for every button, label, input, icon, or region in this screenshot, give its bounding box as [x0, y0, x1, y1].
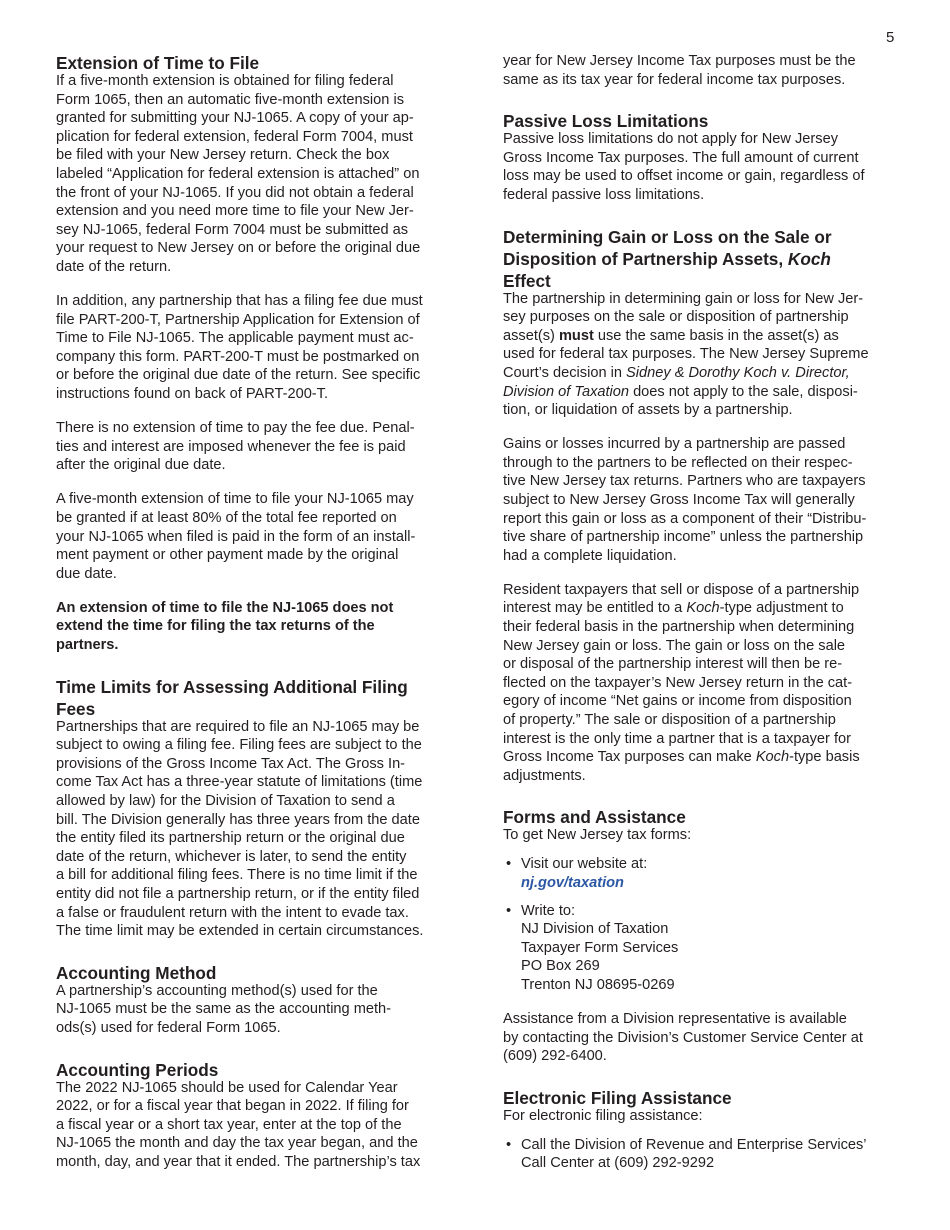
text-run: Extension of Time to File	[56, 53, 260, 73]
text-run: For electronic filing assistance:	[503, 1107, 703, 1124]
text-run: Forms and Assistance	[503, 807, 686, 828]
website-link[interactable]: nj.gov/taxation	[521, 874, 624, 891]
text-run: To get New Jersey tax forms:	[503, 827, 692, 844]
paragraph	[503, 52, 903, 89]
bullet-icon: •	[506, 856, 512, 872]
right-column	[503, 52, 903, 1182]
text-run: There is no extension of time to pay the fee due. Penal- ties and interest are imposed whenever the fee is paid after the original due date.	[56, 420, 415, 474]
text-run: Partnerships that are required to file an NJ-1065 may be subject to owing a filing fee. Filing fees are subject to the provisions of the Gross Income Tax Act. The Gross In- come Tax Act has a three-year statute of limitations (time allowed by law) for the Division of Taxation to send a bill. The Division generally has three years from the date the entity filed its partnership return or the original due date of the return, whichever is later, to send the entity a bill for additional filing fees. There is no time limit if the entity did not file a partnership return, or if the entity filed a false or fraudulent return with the intent to evade tax. The time limit may be extended in certain circumstances.	[56, 718, 424, 940]
section-heading	[503, 806, 903, 828]
text-run: The partnership in determining gain or loss for New Jer- sey purposes on the sale or disposition of partnership asset(s)	[503, 290, 864, 344]
page-number: 5	[886, 29, 895, 46]
section-heading	[56, 676, 456, 720]
list-item	[503, 855, 903, 892]
text-run: Determining Gain or Loss on the Sale or Disposition of Partnership Assets,	[503, 226, 832, 269]
text-run: Passive Loss Limitations	[503, 111, 709, 132]
text-run: Gains or losses incurred by a partnership are passed through to the partners to be reflected on their respec- tive New Jersey tax returns. Partners who are taxpayers subject to New Jersey Gross Income Tax will generally report this gain or loss as a component of their “Distribu- tive share of partnership income” unless the partnership had a complete liquidation.	[503, 436, 867, 564]
bullet-icon: •	[506, 902, 512, 919]
paragraph	[503, 435, 903, 565]
paragraph	[56, 982, 456, 1038]
text-run: In addition, any partnership that has a filing fee due must file PART-200-T, Partnership Application for Extension of Time to File NJ-1065. The applicable payment must ac- company this form. PART-200-T must be postmarked on or before the original due date of the return. See specific instructions found on back of PART-200-T.	[56, 293, 423, 402]
italic-text: Koch	[755, 749, 790, 766]
section-heading	[503, 1087, 903, 1109]
italic-text: Koch	[686, 600, 720, 617]
paragraph	[56, 292, 456, 404]
text-run: -type basis adjustments.	[503, 749, 860, 784]
section-heading	[56, 1059, 456, 1081]
text-run: does not apply to the sale, disposi- tion, or liquidation of assets by a partnership.	[503, 383, 858, 419]
paragraph	[503, 581, 903, 786]
paragraph	[56, 718, 456, 941]
text-run: use the same basis in the asset(s) as used for federal tax purposes. The New Jersey Supreme Court’s decision in	[503, 327, 869, 381]
paragraph	[503, 826, 903, 845]
paragraph	[56, 1079, 456, 1172]
bullet-icon: •	[506, 1136, 512, 1153]
text-run: Passive loss limitations do not apply for New Jersey Gross Income Tax purposes. The full amount of current loss may be used to offset income or gain, regardless of federal passive loss limitations.	[503, 131, 865, 203]
paragraph	[503, 1107, 903, 1126]
list-item	[503, 902, 903, 995]
text-run: The 2022 NJ-1065 should be used for Calendar Year 2022, or for a fiscal year that began in 2022. If filing for a fiscal year or a short tax year, enter at the top of the NJ-1065 the month and day the tax year began, and the month, day, and year that it ended. The partnership’s tax	[56, 1079, 421, 1170]
text-run: Resident taxpayers that sell or dispose of a partnership interest may be entitled to a	[503, 581, 860, 617]
italic-text: Koch	[787, 248, 831, 269]
text-run: year for New Jersey Income Tax purposes must be the same as its tax year for federal income tax purposes.	[503, 53, 856, 88]
paragraph	[503, 1010, 903, 1066]
section-heading	[56, 52, 456, 74]
bold-text: An extension of time to file the NJ-1065 does not extend the time for filing the tax returns of the partners.	[56, 599, 394, 654]
text-run: Electronic Filing Assistance	[503, 1087, 732, 1108]
paragraph	[503, 130, 903, 204]
text-run: Time Limits for Assessing Additional Filing Fees	[56, 676, 408, 719]
text-run: Accounting Method	[56, 962, 217, 983]
text-run: Assistance from a Division representative is available by contacting the Division’s Customer Service Center at (609) 292-6400.	[503, 1011, 863, 1065]
text-run: A partnership’s accounting method(s) used for the NJ-1065 must be the same as the accounting meth- ods(s) used for federal Form 1065.	[56, 982, 392, 1036]
text-run: -type adjustment to their federal basis in the partnership when determining New Jersey gain or loss. The gain or loss on the sale or disposal of the partnership interest will then be re- flected on the taxpayer’s New Jersey return in the cat- egory of income “Net gains or income from disposition of property.” The sale or disposition of a partnership interest is the only time a partner that is a taxpayer for Gross Income Tax purposes can make	[503, 600, 855, 766]
text-run: Write to: NJ Division of Taxation Taxpayer Form Services PO Box 269 Trenton NJ 08695-0269	[521, 902, 679, 994]
left-column	[56, 52, 456, 1187]
section-heading	[503, 110, 903, 132]
italic-text: Sidney & Dorothy Koch v. Director, Division of Taxation	[503, 364, 850, 400]
section-heading	[56, 962, 456, 984]
list-item	[503, 1136, 903, 1173]
text-run: Visit our website at:	[521, 856, 648, 872]
paragraph	[503, 290, 903, 420]
paragraph	[56, 72, 456, 277]
text-run: Accounting Periods	[56, 1059, 219, 1080]
text-run: Effect	[503, 270, 551, 291]
paragraph	[56, 490, 456, 583]
text-run: If a five-month extension is obtained for filing federal Form 1065, then an automatic five-month extension is granted for submitting your NJ-1065. A copy of your ap- plication for federal extension, federal Form 7004, must be filed with your New Jersey return. Check the box labeled “Application for federal extension is attached” on the front of your NJ-1065. If you did not obtain a federal extension and you need more time to file your New Jer- sey NJ-1065, federal Form 7004 must be submitted as your request to New Jersey on or before the original due date of the return.	[56, 73, 421, 275]
section-heading	[503, 226, 903, 292]
paragraph	[56, 599, 456, 655]
text-run: Call the Division of Revenue and Enterprise Services’ Call Center at (609) 292-9292	[521, 1136, 867, 1172]
paragraph	[56, 419, 456, 475]
bold-text: must	[558, 327, 594, 344]
text-run: A five-month extension of time to file your NJ-1065 may be granted if at least 80% of the total fee reported on your NJ-1065 when filed is paid in the form of an install- ment payment or other payment made by the original due date.	[56, 491, 416, 582]
